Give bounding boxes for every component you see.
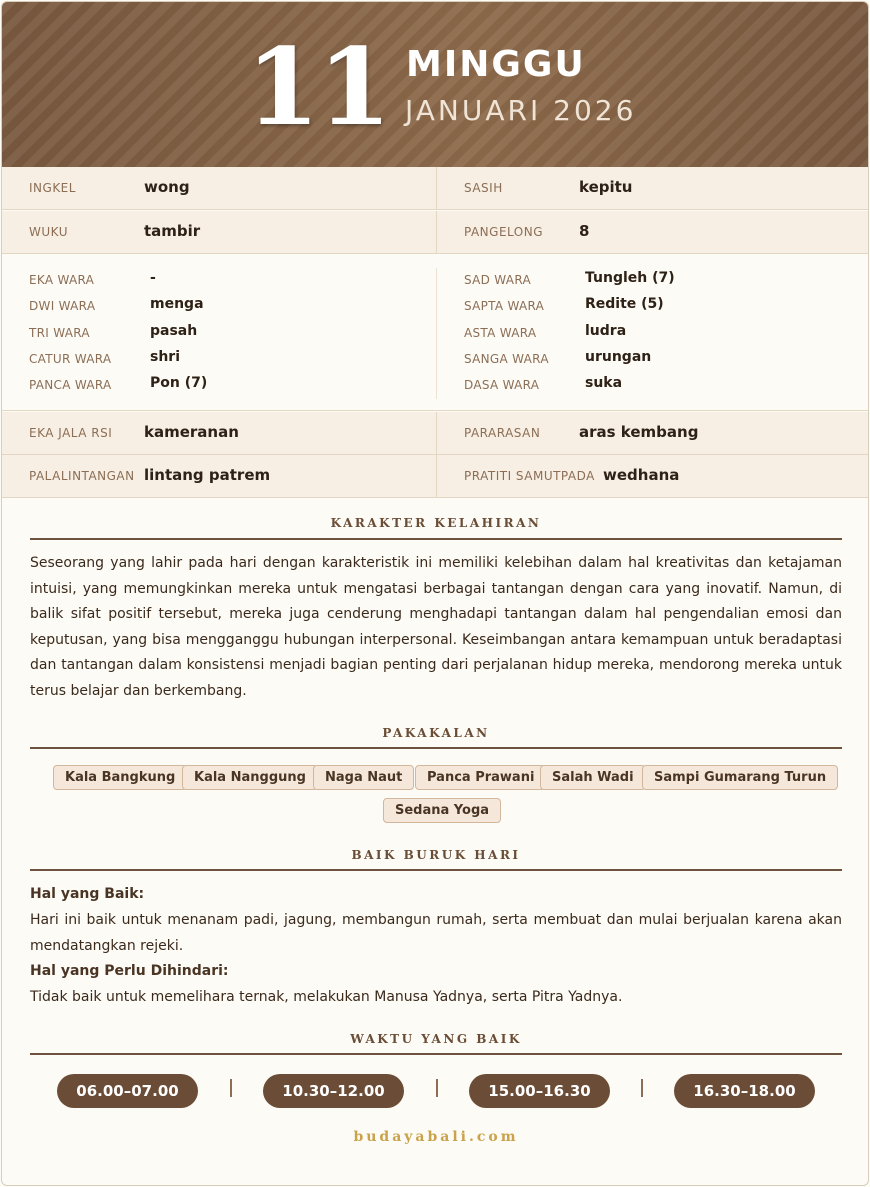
wara-row	[2, 268, 436, 294]
wuku-value: tambir	[144, 222, 201, 240]
karakter-title: KARAKTER KELAHIRAN	[330, 516, 542, 530]
pakakalan-tag: Naga Naut	[313, 765, 414, 790]
good-text: Hari ini baik untuk menanam padi, jagung, membangun rumah, serta membuat dan mulai berjualan karena akan mendatangkan rejeki.	[30, 912, 842, 954]
sasih-label: SASIH	[464, 181, 503, 195]
wara-right-column	[436, 268, 869, 399]
wara-row	[2, 321, 436, 347]
palalintangan-value: lintang patrem	[144, 466, 271, 484]
eka-jala-rsi-label: EKA JALA RSI	[29, 426, 113, 440]
wara-label: EKA WARA	[29, 273, 95, 287]
eka-jala-rsi-value: kameranan	[144, 423, 239, 441]
bad-heading: Hal yang Perlu Dihindari:	[30, 963, 229, 979]
wara-label: ASTA WARA	[464, 325, 537, 340]
month-year: JANUARI 2026	[405, 94, 637, 127]
karakter-text: Seseorang yang lahir pada hari dengan karakteristik ini memiliki kelebihan dalam hal kreativitas dan ketajaman intuisi, yang memungkinkan mereka untuk mengatasi berbagai tantangan dengan cara yang inovatif. Namun, di balik sifat positif tersebut, mereka juga cenderung menghadapi tantangan dalam hal pengendalian emosi dan keputusan, yang bisa mengganggu hubungan interpersonal. Keseimbangan antara kemampuan untuk beradaptasi dan tantangan dalam konsistensi menjadi bagian penting dari perjalanan hidup mereka, mendorong mereka untuk terus belajar dan berkembang.	[30, 555, 842, 699]
palalintangan-label: PALALINTANGAN	[29, 469, 135, 483]
wara-label: TRI WARA	[29, 325, 90, 340]
divider	[30, 869, 842, 871]
pakakalan-tag: Sampi Gumarang Turun	[642, 765, 838, 790]
wara-value: shri	[150, 348, 181, 365]
wara-row	[2, 347, 436, 373]
pakakalan-tag: Panca Prawani	[415, 765, 546, 790]
divider	[30, 538, 842, 540]
wara-label: SAD WARA	[464, 273, 531, 287]
wara-value: menga	[150, 296, 204, 313]
pangelong-label: PANGELONG	[464, 225, 544, 239]
wara-row	[437, 347, 869, 373]
day-number: 11	[246, 24, 390, 149]
info-row-palalintangan-pratiti	[2, 455, 869, 498]
wara-row	[2, 373, 436, 399]
pararasan-cell	[436, 412, 869, 455]
pakakalan-tag: Sedana Yoga	[383, 798, 501, 823]
wara-value: Tungleh (7)	[585, 270, 675, 286]
pratiti-cell	[436, 455, 869, 498]
ingkel-value: wong	[144, 178, 190, 196]
time-separator	[641, 1079, 643, 1097]
divider	[30, 747, 842, 749]
pararasan-value: aras kembang	[579, 423, 699, 441]
pangelong-value: 8	[579, 222, 590, 240]
time-slot: 10.30–12.00	[263, 1074, 404, 1108]
day-name: MINGGU	[406, 44, 586, 85]
wara-label: DWI WARA	[29, 299, 96, 314]
wara-value: suka	[585, 375, 623, 392]
wara-label: DASA WARA	[464, 378, 540, 393]
wara-value: Pon (7)	[150, 375, 208, 392]
wuku-cell	[2, 211, 436, 254]
wara-value: urungan	[585, 348, 652, 365]
pakakalan-tag: Kala Bangkung	[53, 765, 187, 790]
pararasan-label: PARARASAN	[464, 426, 541, 440]
pakakalan-tag: Kala Nanggung	[182, 765, 318, 790]
good-heading: Hal yang Baik:	[30, 886, 145, 902]
ingkel-cell	[2, 167, 436, 210]
eka-jala-rsi-cell	[2, 412, 436, 455]
calendar-card	[1, 1, 869, 1186]
wara-row	[437, 294, 869, 320]
wara-row	[437, 321, 869, 347]
info-row-ingkel-sasih	[2, 167, 869, 210]
wara-row	[2, 294, 436, 320]
date-header	[2, 2, 869, 167]
pratiti-value: wedhana	[603, 466, 680, 484]
pakakalan-title: PAKAKALAN	[382, 726, 490, 740]
pratiti-label: PRATITI SAMUTPADA	[464, 469, 595, 483]
waktu-title: WAKTU YANG BAIK	[350, 1032, 522, 1046]
sasih-value: kepitu	[579, 178, 633, 196]
bad-text: Tidak baik untuk memelihara ternak, melakukan Manusa Yadnya, serta Pitra Yadnya.	[30, 989, 623, 1005]
wara-value: -	[150, 270, 156, 286]
time-separator	[436, 1079, 438, 1097]
pangelong-cell	[436, 211, 869, 254]
time-slot: 06.00–07.00	[57, 1074, 198, 1108]
pakakalan-tag: Salah Wadi	[540, 765, 646, 790]
site-footer: budayabali.com	[353, 1129, 519, 1145]
wara-label: CATUR WARA	[29, 351, 112, 366]
info-row-wuku-pangelong	[2, 211, 869, 254]
wara-label: SANGA WARA	[464, 351, 549, 366]
wara-label: SAPTA WARA	[464, 299, 545, 314]
baik-buruk-title: BAIK BURUK HARI	[351, 848, 521, 862]
info-row-ekajalarsi-pararasan	[2, 412, 869, 455]
palalintangan-cell	[2, 455, 436, 498]
wara-value: Redite (5)	[585, 296, 664, 313]
wara-section	[2, 254, 869, 411]
time-slot: 16.30–18.00	[674, 1074, 815, 1108]
divider	[30, 1053, 842, 1055]
wara-left-column	[2, 268, 436, 399]
wuku-label: WUKU	[29, 225, 68, 239]
wara-value: pasah	[150, 322, 198, 339]
wara-label: PANCA WARA	[29, 378, 112, 393]
wara-row	[437, 268, 869, 294]
wara-row	[437, 373, 869, 399]
ingkel-label: INGKEL	[29, 181, 76, 195]
sasih-cell	[436, 167, 869, 210]
time-slot: 15.00–16.30	[469, 1074, 610, 1108]
wara-value: ludra	[585, 322, 627, 339]
time-separator	[230, 1079, 232, 1097]
